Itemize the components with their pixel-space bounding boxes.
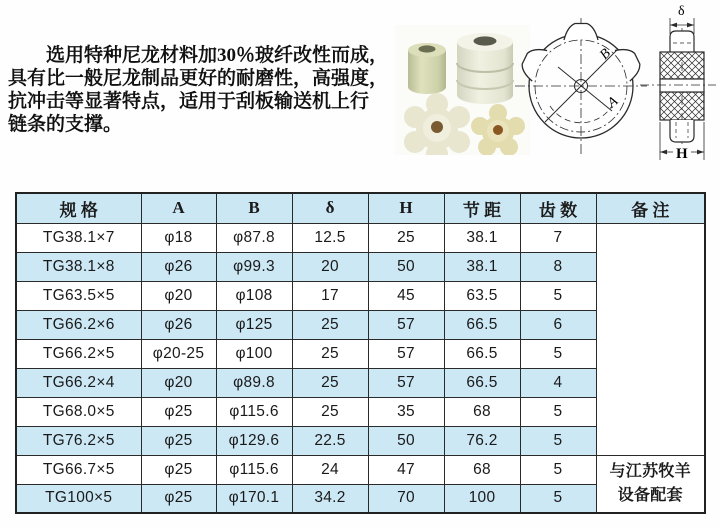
label-delta: δ [678,4,685,19]
cell-teeth: 5 [520,455,596,484]
cell-a: φ25 [141,426,216,455]
remark-line: 与江苏牧羊 [609,462,691,480]
cell-h: 57 [368,368,444,397]
cell-h: 50 [368,426,444,455]
remark-cell [596,455,705,513]
cell-pitch: 38.1 [444,223,520,252]
cell-b: φ170.1 [216,484,292,513]
cell-delta: 17 [292,281,368,310]
header-teeth: 齿 数 [520,193,596,223]
cell-b: φ87.8 [216,223,292,252]
header-remark: 备 注 [596,193,705,223]
cell-pitch: 100 [444,484,520,513]
cell-delta: 24 [292,455,368,484]
cell-b: φ115.6 [216,397,292,426]
cell-delta: 34.2 [292,484,368,513]
cell-spec: TG66.2×4 [16,368,141,397]
cell-spec: TG38.1×8 [16,252,141,281]
cell-spec: TG38.1×7 [16,223,141,252]
cell-h: 45 [368,281,444,310]
table-row [16,223,705,252]
intro-line: 具有比一般尼龙制品更好的耐磨性，高强度， [8,68,389,89]
cell-pitch: 76.2 [444,426,520,455]
header-h: H [368,193,444,223]
cell-b: φ129.6 [216,426,292,455]
bottom-tooth [670,120,694,142]
cell-b: φ100 [216,339,292,368]
cell-spec: TG100×5 [16,484,141,513]
dimension-line-a [558,67,612,111]
body-hatched-upper [660,52,704,79]
header-delta: δ [292,193,368,223]
spec-table [15,192,706,514]
cell-a: φ25 [141,455,216,484]
label-a: A [604,94,622,112]
body-middle-band [660,79,704,92]
header-spec: 规 格 [16,193,141,223]
intro-line: 抗冲击等显著特点，适用于刮板输送机上行 [8,91,370,112]
remark-line: 设备配套 [617,486,683,504]
cell-teeth: 5 [520,397,596,426]
cell-a: φ20 [141,281,216,310]
cell-delta: 22.5 [292,426,368,455]
cell-pitch: 66.5 [444,310,520,339]
cell-pitch: 66.5 [444,339,520,368]
cell-h: 35 [368,397,444,426]
label-b: B [597,46,614,63]
cell-spec: TG63.5×5 [16,281,141,310]
cell-b: φ108 [216,281,292,310]
intro-paragraph [8,44,398,136]
cell-b: φ89.8 [216,368,292,397]
product-photo [395,25,530,155]
cell-h: 47 [368,455,444,484]
cell-delta: 25 [292,368,368,397]
header-a: A [141,193,216,223]
cell-b: φ115.6 [216,455,292,484]
cell-pitch: 66.5 [444,368,520,397]
table-header-row [16,193,705,223]
cell-delta: 25 [292,339,368,368]
cell-delta: 20 [292,252,368,281]
side-view-drawing [636,0,720,168]
intro-line: 选用特种尼龙材料加30％玻纤改性而成， [46,45,389,66]
cell-teeth: 4 [520,368,596,397]
nylon-bushing-large [457,33,513,104]
cell-h: 25 [368,223,444,252]
cell-spec: TG66.2×6 [16,310,141,339]
cell-pitch: 68 [444,455,520,484]
cell-b: φ125 [216,310,292,339]
cell-spec: TG76.2×5 [16,426,141,455]
cell-teeth: 5 [520,339,596,368]
cell-h: 57 [368,310,444,339]
cell-pitch: 68 [444,397,520,426]
cell-a: φ20 [141,368,216,397]
intro-line: 链条的支撑。 [8,114,123,135]
cell-spec: TG66.7×5 [16,455,141,484]
cell-a: φ25 [141,397,216,426]
cell-delta: 25 [292,397,368,426]
cell-pitch: 63.5 [444,281,520,310]
cell-h: 70 [368,484,444,513]
cell-delta: 25 [292,310,368,339]
cell-a: φ26 [141,252,216,281]
cell-spec: TG68.0×5 [16,397,141,426]
cell-a: φ20-25 [141,339,216,368]
cell-teeth: 6 [520,310,596,339]
cell-a: φ25 [141,484,216,513]
table-row [16,455,705,484]
cell-teeth: 5 [520,281,596,310]
cell-spec: TG66.2×5 [16,339,141,368]
cell-b: φ99.3 [216,252,292,281]
cell-teeth: 8 [520,252,596,281]
cell-pitch: 38.1 [444,252,520,281]
cell-teeth: 5 [520,484,596,513]
cell-a: φ18 [141,223,216,252]
cell-h: 50 [368,252,444,281]
cell-teeth: 7 [520,223,596,252]
header-b: B [216,193,292,223]
body-hatched-lower [660,92,704,120]
front-view-drawing [512,8,650,160]
top-tooth [670,31,694,52]
cell-delta: 12.5 [292,223,368,252]
cell-teeth: 5 [520,426,596,455]
cell-a: φ26 [141,310,216,339]
cell-h: 57 [368,339,444,368]
label-h: H [676,146,688,162]
nylon-bushing-small [408,43,446,94]
header-pitch: 节 距 [444,193,520,223]
remark-empty-cell [596,223,705,455]
